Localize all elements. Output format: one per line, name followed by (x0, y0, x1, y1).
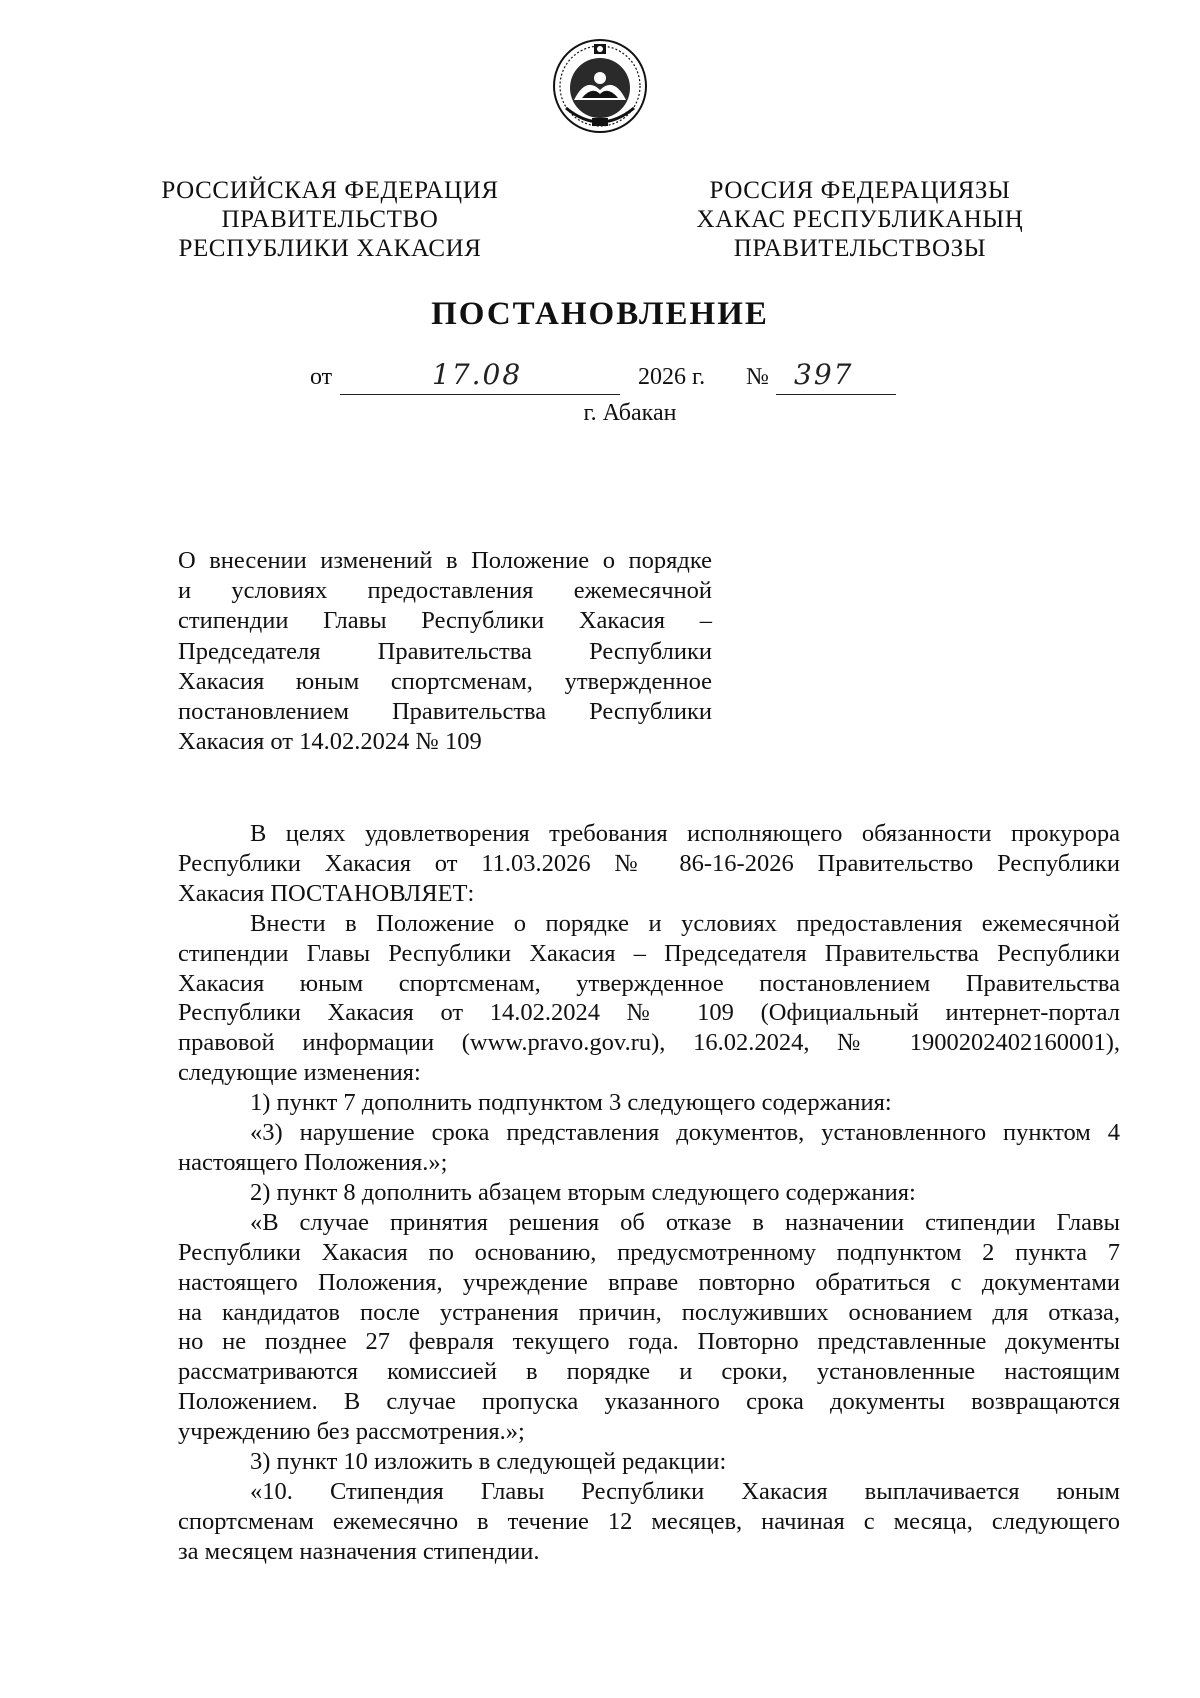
number-blank-line (776, 394, 896, 395)
subject-line: Хакасия от 14.02.2024 № 109 (178, 728, 482, 756)
body-line: настоящего Положения, учреждение вправе повторно обратиться с документами (178, 1268, 1120, 1296)
coat-of-arms-icon (552, 38, 648, 134)
year-label: 2026 г. (638, 364, 706, 390)
body-line: стипендии Главы Республики Хакасия – Председателя Правительства Республики (178, 939, 1120, 967)
document-subject (178, 546, 712, 757)
body-line: Республики Хакасия от 14.02.2024 № 109 (Официальный интернет-портал (178, 999, 1120, 1027)
body-line: Хакасия юным спортсменам, утвержденное постановлением Правительства (178, 969, 1120, 997)
header-line: РОССИЙСКАЯ ФЕДЕРАЦИЯ (161, 177, 499, 204)
handwritten-date: 17.08 (432, 358, 523, 391)
date-prefix: от (310, 364, 333, 390)
subject-line: О внесении изменений в Положение о порядке (178, 547, 712, 574)
city-label: г. Абакан (583, 400, 677, 426)
body-line: Хакасия ПОСТАНОВЛЯЕТ: (178, 879, 475, 907)
date-blank-line (340, 394, 620, 395)
header-line: ПРАВИТЕЛЬСТВО (221, 206, 439, 233)
subject-line: Хакасия юным спортсменам, утвержденное (178, 667, 712, 695)
body-line: 1) пункт 7 дополнить подпунктом 3 следующего содержания: (250, 1089, 892, 1117)
body-line: но не позднее 27 февраля текущего года. Повторно представленные документы (178, 1328, 1120, 1356)
body-line: 3) пункт 10 изложить в следующей редакции: (250, 1448, 727, 1476)
body-line: рассматриваются комиссией в порядке и сроки, установленные настоящим (178, 1358, 1120, 1386)
header-line: ПРАВИТЕЛЬСТВОЗЫ (733, 235, 987, 262)
document-body (178, 819, 1120, 1567)
body-line: учреждению без рассмотрения.»; (178, 1418, 525, 1446)
subject-line: стипендии Главы Республики Хакасия – (178, 607, 712, 635)
body-line: «3) нарушение срока представления документов, установленного пунктом 4 (250, 1119, 1120, 1147)
body-line: Положением. В случае пропуска указанного срока документы возвращаются (178, 1388, 1120, 1416)
subject-line: постановлением Правительства Республики (178, 698, 712, 726)
header-khakas (680, 176, 1040, 263)
body-line: «10. Стипендия Главы Республики Хакасия выплачивается юным (250, 1477, 1120, 1505)
handwritten-number: 397 (794, 358, 854, 391)
body-line: В целях удовлетворения требования исполняющего обязанности прокурора (250, 820, 1120, 847)
body-line: настоящего Положения.»; (178, 1148, 448, 1176)
subject-line: Председателя Правительства Республики (178, 637, 712, 665)
body-line: Внести в Положение о порядке и условиях предоставления ежемесячной (250, 909, 1120, 937)
header-line: РЕСПУБЛИКИ ХАКАСИЯ (178, 235, 482, 262)
header-russian (150, 176, 510, 263)
body-line: 2) пункт 8 дополнить абзацем вторым следующего содержания: (250, 1178, 916, 1206)
subject-line: и условиях предоставления ежемесячной (178, 577, 712, 605)
number-sign: № (746, 364, 769, 390)
header-line: ХАКАС РЕСПУБЛИКАНЫҢ (696, 206, 1024, 233)
document-type-title: ПОСТАНОВЛЕНИЕ (431, 296, 769, 332)
body-line: на кандидатов после устранения причин, послуживших основанием для отказа, (178, 1298, 1120, 1326)
body-line: правовой информации (www.pravo.gov.ru), 16.02.2024, № 1900202402160001), (178, 1029, 1120, 1057)
body-line: следующие изменения: (178, 1059, 421, 1087)
body-line: Республики Хакасия от 11.03.2026 № 86-16-2026 Правительство Республики (178, 849, 1120, 877)
header-line: РОССИЯ ФЕДЕРАЦИЯЗЫ (709, 177, 1011, 204)
body-line: за месяцем назначения стипендии. (178, 1537, 540, 1565)
body-line: «В случае принятия решения об отказе в назначении стипендии Главы (250, 1208, 1120, 1236)
body-line: Республики Хакасия по основанию, предусмотренному подпунктом 2 пункта 7 (178, 1238, 1120, 1266)
body-line: спортсменам ежемесячно в течение 12 месяцев, начиная с месяца, следующего (178, 1507, 1120, 1535)
